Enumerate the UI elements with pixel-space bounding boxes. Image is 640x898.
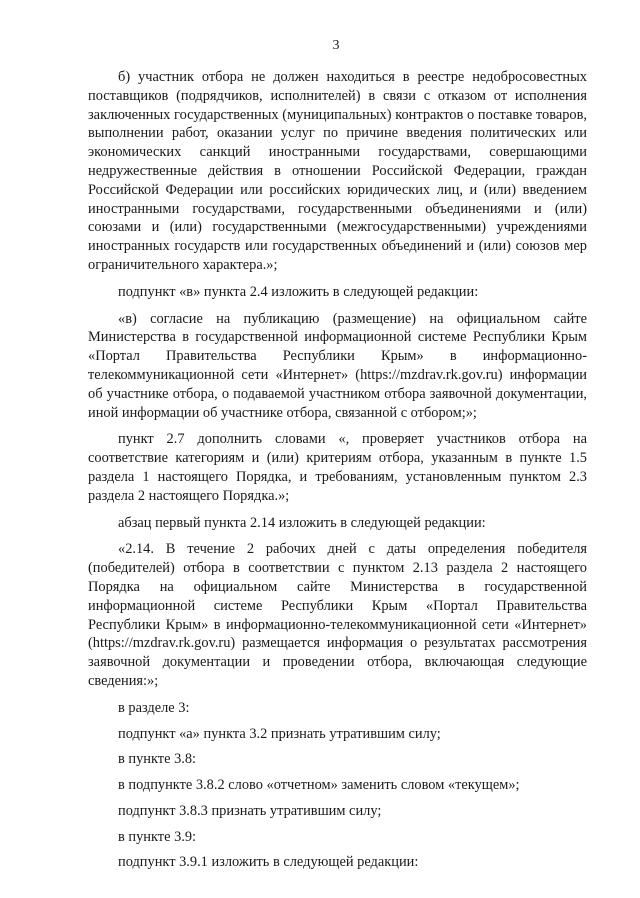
paragraph-item-2-7: пункт 2.7 дополнить словами «, проверяет участников отбора на соответствие категориям и (или) критериям отбора, указанным в пункте 1.5 раздела 1 настоящего Порядка, и требованиям, установленным пунктом 2.3 раздела 2 настоящего Порядка.»; [88,431,587,504]
page-number: 3 [332,38,340,53]
paragraph-abzac-2-14: абзац первый пункта 2.14 изложить в следующей редакции: [118,514,486,531]
paragraph-3-9-1: подпункт 3.9.1 изложить в следующей редакции: [118,854,419,871]
paragraph-3-8: в пункте 3.8: [118,751,197,768]
document-body [88,68,587,879]
paragraph-subitem-v-2-4: подпункт «в» пункта 2.4 изложить в следующей редакции: [118,283,479,300]
paragraph-section-3: в разделе 3: [118,699,190,716]
paragraph-3-9: в пункте 3.9: [118,828,197,845]
paragraph-consent-publication: «в) согласие на публикацию (размещение) на официальном сайте Министерства в государственной информационной системе Республики Крым «Портал Правительства Республики Крым» в информационно-телекоммуникационной сети «Интернет» (https://mzdrav.rk.gov.ru) информации об участнике отбора, о подаваемой участником отбора заявочной документации, иной информации об участнике отбора, связанной с отбором;»; [88,310,587,421]
paragraph-3-8-3: подпункт 3.8.3 признать утратившим силу; [118,802,382,819]
paragraph-3-2: подпункт «а» пункта 3.2 признать утратившим силу; [118,725,441,742]
paragraph-3-8-2: в подпункте 3.8.2 слово «отчетном» заменить словом «текущем»; [118,777,520,794]
paragraph-2-14-text: «2.14. В течение 2 рабочих дней с даты определения победителя (победителей) отбора в соответствии с пунктом 2.13 раздела 2 настоящего Порядка на официальном сайте Министерства в государственной информационной системе Республики Крым «Портал Правительства Республики Крым» в информационно-телекоммуникационной сети «Интернет» (https://mzdrav.rk.gov.ru) размещается информация о результатах рассмотрения заявочной документации и проведении отбора, включающая следующие сведения:»; [88,541,587,689]
paragraph-item-b-registry: б) участник отбора не должен находиться в реестре недобросовестных поставщиков (подрядчиков, исполнителей) в связи с отказом от исполнения заключенных государственных (муниципальных) контрактов о поставке товаров, выполнении работ, оказании услуг по причине введения политических или экономических санкций иностранными государствами, совершающими недружественные действия в отношении Российской Федерации, граждан Российской Федерации или российских юридических лиц, и (или) введением иностранными государствами, государственными объединениями и (или) союзами и (или) государственными (межгосударственными) учреждениями иностранных государств или государственных объединений и (или) союзов мер ограничительного характера.»; [88,69,587,273]
